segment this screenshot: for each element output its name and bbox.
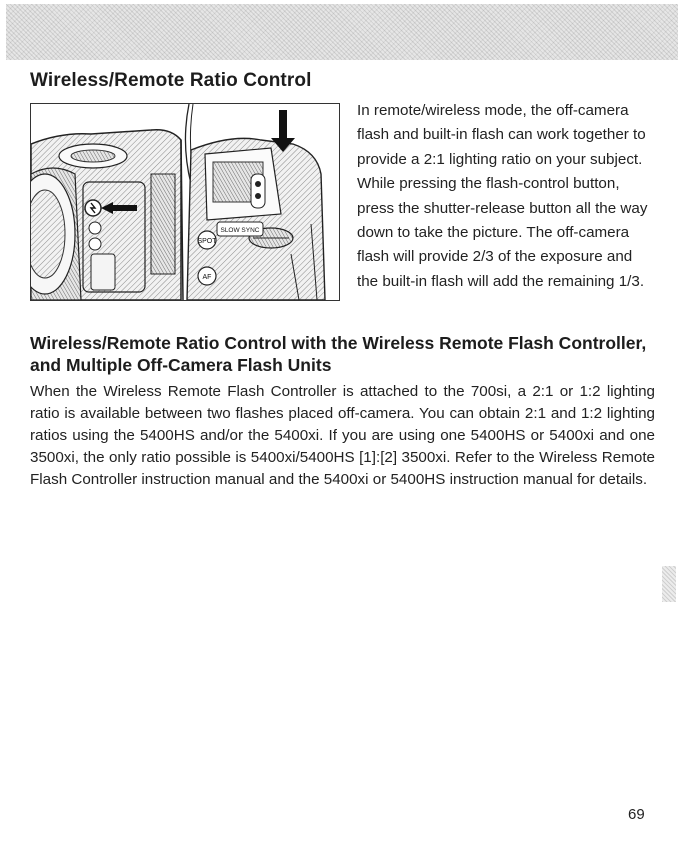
section-subheading: Wireless/Remote Ratio Control with the Wireless Remote Flash Controller, and Multiple Off-Camera Flash Units [30, 333, 647, 375]
camera-illustration [30, 103, 340, 301]
header-band [6, 4, 678, 60]
af-label: AF [202, 274, 212, 281]
page-number: 69 [628, 806, 645, 823]
section-heading: Wireless/Remote Ratio Control [30, 70, 312, 91]
spot-label: SPOT [197, 238, 217, 245]
intro-paragraph: In remote/wireless mode, the off-camera flash and built-in flash can work together to provide a 2:1 lighting ratio on your subject. While pressing the flash-control button, press the shutter-release button all the way down to take the picture. The off-camera flash will provide 2/3 of the exposure and the built-in flash will add the remaining 1/3. [357, 102, 648, 290]
camera-front-view [31, 130, 183, 300]
camera-top-view [185, 104, 325, 300]
body-paragraph: When the Wireless Remote Flash Controller is attached to the 700si, a 2:1 or 1:2 lighting ratio is available between two flashes placed off-camera. You can obtain 2:1 and 1:2 lighting ratios using the 5400HS and/or the 5400xi. If you are using one 5400HS or 5400xi and one 3500xi, the only ratio possible is 5400xi/5400HS [1]:[2] 3500xi. Refer to the Wireless Remote Flash Controller instruction manual and the 5400xi or 5400HS instruction manual for details. [30, 383, 655, 488]
slow-sync-label: SLOW SYNC [220, 227, 260, 234]
side-mark [662, 566, 676, 602]
